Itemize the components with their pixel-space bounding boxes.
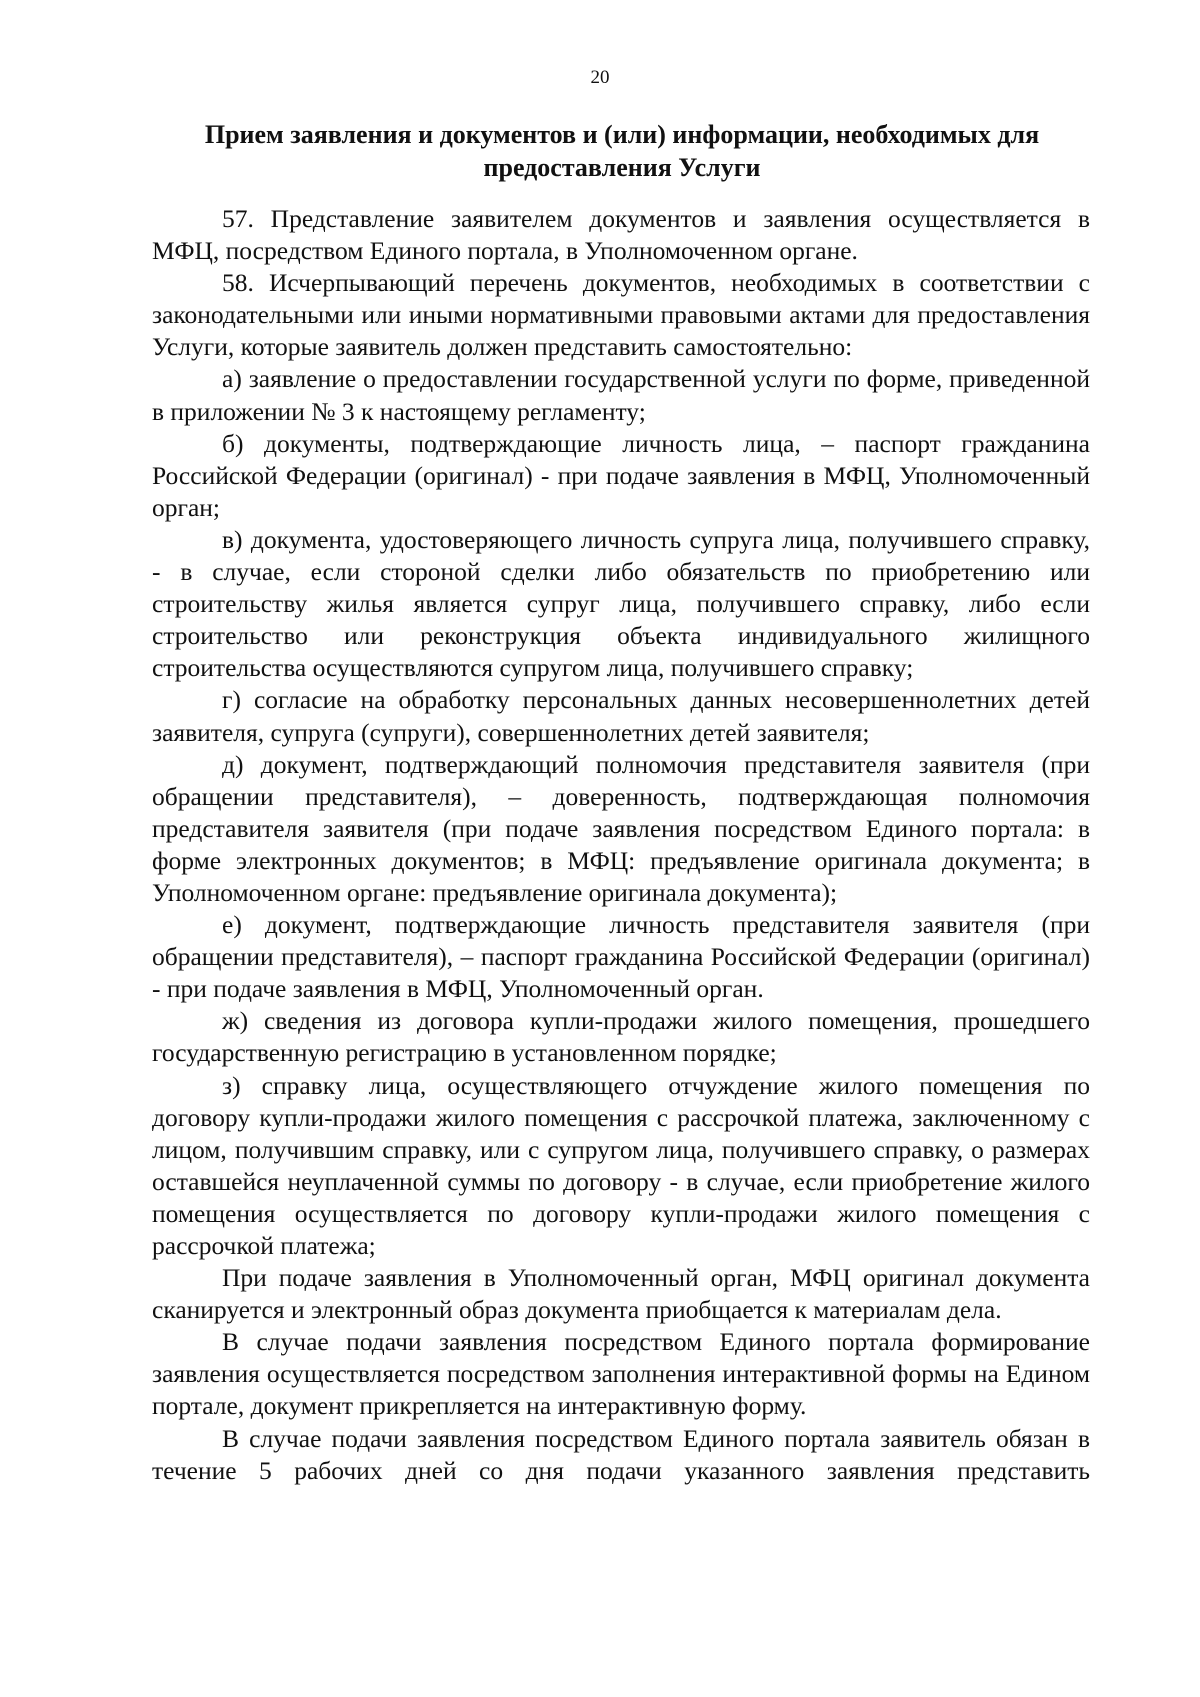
list-item-a: а) заявление о предоставлении государственной услуги по форме, приведенной в приложении № 3 к настоящему регламенту; [152,364,1090,426]
section-heading [152,118,1092,184]
section-heading-line-2: предоставления Услуги [483,153,761,182]
section-heading-line-1: Прием заявления и документов и (или) информации, необходимых для [204,120,1040,149]
paragraph-portal-deadline: В случае подачи заявления посредством Единого портала заявитель обязан в течение 5 рабочих дней со дня подачи указанного заявления представить [152,1423,1090,1485]
paragraph-scan-note: При подаче заявления в Уполномоченный орган, МФЦ оригинал документа сканируется и электронный образ документа приобщается к материалам дела. [152,1263,1090,1325]
paragraph-57: 57. Представление заявителем документов и заявления осуществляется в МФЦ, посредством Единого портала, в Уполномоченном органе. [152,204,1090,266]
paragraph-58: 58. Исчерпывающий перечень документов, необходимых в соответствии с законодательными или иными нормативными правовыми актами для предоставления Услуги, которые заявитель должен представить самостоятельно: [152,268,1090,362]
list-item-v: в) документа, удостоверяющего личность супруга лица, получившего справку, - в случае, если стороной сделки либо обязательств по приобретению или строительству жилья является супруг лица, получившего справку, либо если строительство или реконструкция объекта индивидуального жилищного строительства осуществляются супругом лица, получившего справку; [152,524,1090,683]
list-item-e: е) документ, подтверждающие личность представителя заявителя (при обращении представителя), – паспорт гражданина Российской Федерации (оригинал) - при подаче заявления в МФЦ, Уполномоченный орган. [152,910,1090,1004]
list-item-g: г) согласие на обработку персональных данных несовершеннолетних детей заявителя, супруга (супруги), совершеннолетних детей заявителя; [152,685,1090,747]
list-item-z: з) справку лица, осуществляющего отчуждение жилого помещения по договору купли-продажи жилого помещения с рассрочкой платежа, заключенному с лицом, получившим справку, или с супругом лица, получившего справку, о размерах оставшейся неуплаченной суммы по договору - в случае, если приобретение жилого помещения осуществляется по договору купли-продажи жилого помещения с рассрочкой платежа; [152,1070,1090,1260]
list-item-zh: ж) сведения из договора купли-продажи жилого помещения, прошедшего государственную регистрацию в установленном порядке; [152,1006,1090,1068]
paragraph-portal-form: В случае подачи заявления посредством Единого портала формирование заявления осуществляется посредством заполнения интерактивной формы на Едином портале, документ прикрепляется на интерактивную форму. [152,1327,1090,1421]
document-body [152,203,1090,1487]
list-item-b: б) документы, подтверждающие личность лица, – паспорт гражданина Российской Федерации (оригинал) - при подаче заявления в МФЦ, Уполномоченный орган; [152,428,1090,522]
list-item-d: д) документ, подтверждающий полномочия представителя заявителя (при обращении представителя), – доверенность, подтверждающая полномочия представителя заявителя (при подаче заявления посредством Единого портала: в форме электронных документов; в МФЦ: предъявление оригинала документа; в Уполномоченном органе: предъявление оригинала документа); [152,749,1090,907]
page-number: 20 [590,67,610,88]
